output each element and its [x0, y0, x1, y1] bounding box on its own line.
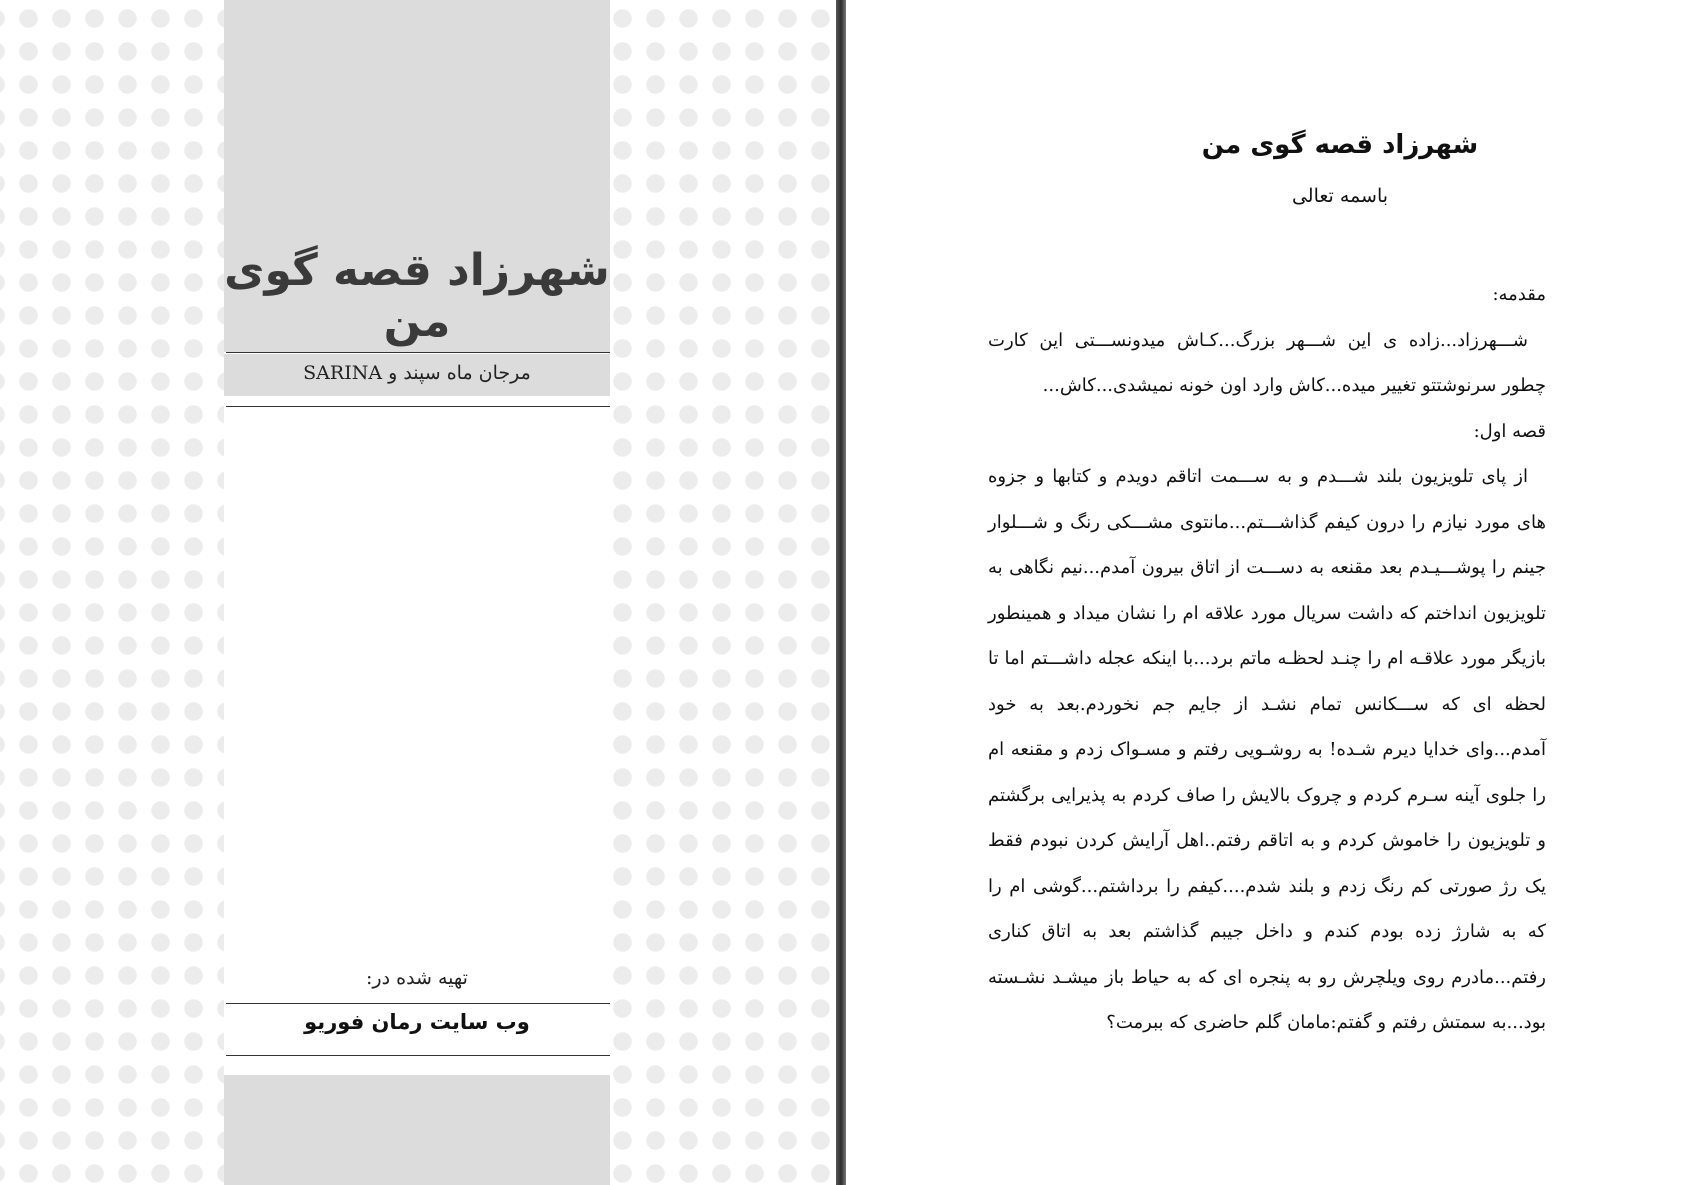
- cover-bottom-panel: [224, 1075, 610, 1185]
- chapter-heading: قصه اول:: [1473, 420, 1546, 442]
- divider: [226, 1003, 610, 1004]
- divider: [226, 406, 610, 407]
- cover-author: مرجان ماه سپند و SARINA: [303, 362, 531, 384]
- cover-title: شهرزاد قصه گوی من: [224, 245, 610, 347]
- chapter-paragraph: از پای تلویزیون بلند شـــدم و به ســـمت اتاقم دویدم و کتابها و جزوه های مورد نیازم را درون کیفم گذاشـــتم...مانتوی مشـــکی رنگ و شـــلوار جینم را پوشـــیـدم بعد مقنعه به دســـت از اتاق بیرون آمدم...نیم نگاهی به تلویزیون انداختم که داشت سریال مورد علاقه ام را نشان میداد و همینطور بازیگر مورد علاقـه ام را چنـد لحظـه ماتم برد...با اینکه عجله داشـــتم اما تا لحظه ای که ســـکانس تمام نشـد از جایم جم نخوردم.بعد به خود آمدم...وای خدایا دیرم شـده! به روشـویی رفتم و مسـواک زدم و مقنعه ام را جلوی آینه سـرم کردم و چروک بالایش را صاف کردم به پذیرایی برگشتم و تلویزیون را خاموش کردم و به اتاقم رفتم..اهل آرایش کردن نبودم فقط یک رژ صورتی کم رنگ زدم و بلند شدم....کیفم را برداشتم...گوشی ام را که به شارژ زده بودم کندم و داخل جیبم گذاشتم بعد به اتاق کناری رفتم...مادرم روی ویلچرش رو به پنجره ای که به حیاط باز میشـد نشـسته بود...به سمتش رفتم و گفتم:مامان گلم حاضری که ببرمت؟: [988, 466, 1546, 1033]
- divider: [226, 352, 610, 353]
- page-title: شهرزاد قصه گوی من: [1201, 130, 1479, 160]
- page-body: [988, 272, 1546, 1046]
- prepared-label: تهیه شده در:: [366, 967, 468, 989]
- divider: [226, 1055, 610, 1056]
- website-name: وب سایت رمان فوریو: [304, 1010, 530, 1034]
- text-page: [846, 0, 1684, 1185]
- cover-strip: [224, 0, 610, 1185]
- intro-paragraph: شـــهرزاد...زاده ی این شـــهر بزرگ...کـاش میدونســـتی این کارت چطور سرنوشتتو تغییر میده...کاش وارد اون خونه نمیشدی...کاش...: [988, 329, 1546, 396]
- intro-heading: مقدمه:: [1492, 284, 1546, 305]
- cover-page: [0, 0, 838, 1185]
- basmala: باسمه تعالی: [1291, 185, 1389, 207]
- book-spine: [836, 0, 846, 1185]
